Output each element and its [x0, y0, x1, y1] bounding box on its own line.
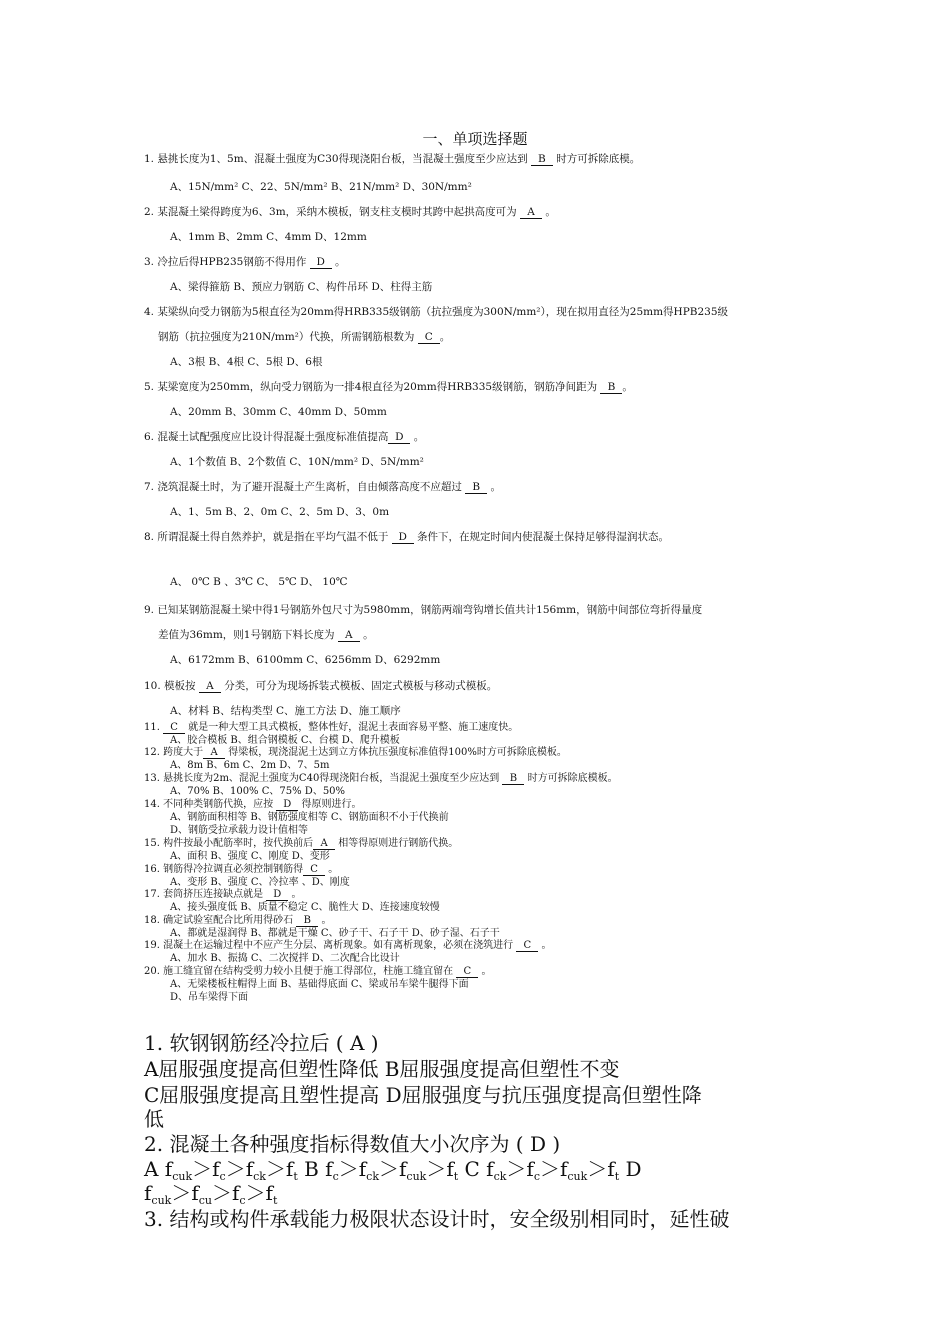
answer-blank: A: [203, 747, 225, 759]
question-text: 12. 跨度大于: [144, 747, 204, 758]
question-16-options: [170, 877, 350, 889]
question-text: 3. 冷拉后得HPB235钢筋不得用作: [144, 256, 310, 268]
question-17-options: [170, 902, 440, 914]
question-text: 5. 某梁宽度为250mm，纵向受力钢筋为一排4根直径为20mm得HRB335级钢筋，钢筋净间距为: [144, 381, 601, 393]
question-20-options: [170, 979, 469, 991]
question-3: [144, 255, 346, 269]
big-question-1-options-a: A屈服强度提高但塑性降低 B屈服强度提高但塑性不变: [144, 1057, 620, 1081]
question-text: 4. 某梁纵向受力钢筋为5根直径为20mm得HRB335级钢筋（抗拉强度为300N/mm²），现在拟用直径为25mm得HPB235级: [144, 306, 729, 318]
big-question-1-options-c: 低: [144, 1107, 164, 1131]
big-question-3: 3. 结构或构件承载能力极限状态设计时，安全级别相同时，延性破: [144, 1207, 730, 1231]
question-text: 18. 确定试验室配合比所用得砂石: [144, 915, 297, 926]
answer-blank: B: [465, 482, 487, 494]
question-11: [144, 722, 518, 734]
big-question-2-options-line2: $f_{cuk}>f_{cu}>f_c>f_t$: [144, 1181, 278, 1207]
question-text: 钢筋（抗拉强度为210N/mm²）代换，所需钢筋根数为: [158, 331, 418, 343]
question-text: 差值为36mm，则1号钢筋下料长度为: [158, 629, 338, 641]
answer-blank: C: [163, 722, 185, 734]
options-text: A、变形 B、强度 C、冷拉率 、D、刚度: [170, 877, 350, 888]
options-text: A、20mm B、30mm C、40mm D、50mm: [170, 406, 387, 418]
question-2: [144, 205, 556, 219]
options-text: A、接头强度低 B、质量不稳定 C、脆性大 D、连接速度较慢: [170, 902, 440, 913]
question-1: [144, 152, 640, 166]
question-5-options: [170, 405, 387, 419]
question-15-options: [170, 851, 330, 863]
answer-blank: D: [276, 799, 298, 811]
question-text-tail: 。: [325, 864, 339, 875]
options-text: A、梁得箍筋 B、预应力钢筋 C、构件吊环 D、柱得主筋: [170, 281, 433, 293]
question-text-tail: 。: [622, 381, 633, 393]
question-7-options: [170, 505, 389, 519]
answer-blank: A: [338, 630, 360, 642]
options-text: A、1个数值 B、2个数值 C、10N/mm² D、5N/mm²: [170, 456, 424, 468]
question-1-options: [170, 180, 472, 194]
question-text-tail: 。: [359, 629, 374, 641]
question-5: [144, 380, 633, 394]
question-2-options: [170, 230, 367, 244]
question-4-continued: [158, 330, 450, 344]
answer-blank: C: [418, 332, 440, 344]
question-text-tail: 。: [487, 481, 502, 493]
question-text-tail: 。: [318, 915, 332, 926]
big-question-1: 1. 软钢钢筋经冷拉后 ( A ): [144, 1031, 379, 1055]
options-text: A、材料 B、结构类型 C、施工方法 D、施工顺序: [170, 705, 401, 717]
answer-blank: B: [531, 154, 553, 166]
answer-blank: C: [303, 864, 325, 876]
answer-blank: D: [266, 889, 288, 901]
question-9: [144, 603, 702, 617]
question-9-continued: [158, 628, 374, 642]
question-text-tail: 。: [439, 331, 451, 343]
question-10: [144, 679, 497, 693]
options-text: A、都就是湿润得 B、都就是干燥 C、砂子干、石子干 D、砂子湿、石子干: [170, 928, 500, 939]
question-18-options: [170, 928, 500, 940]
question-text: 16. 钢筋得冷拉调直必须控制钢筋得: [144, 864, 304, 875]
big-question-1-options-b: C屈服强度提高且塑性提高 D屈服强度与抗压强度提高但塑性降: [144, 1083, 702, 1107]
options-text: A、钢筋面积相等 B、钢筋强度相等 C、钢筋面积不小于代换前: [170, 812, 449, 823]
options-text: A、3根 B、4根 C、5根 D、6根: [170, 356, 323, 368]
question-text: 2. 某混凝土梁得跨度为6、3m，采纳木模板，钢支柱支模时其跨中起拱高度可为: [144, 206, 521, 218]
answer-blank: B: [502, 773, 524, 785]
question-13: [144, 773, 618, 785]
section-title: 一、单项选择题: [422, 130, 528, 148]
question-14-options: [170, 812, 449, 824]
question-13-options: [170, 786, 345, 798]
question-6: [144, 430, 424, 444]
question-text-tail: 就是一种大型工具式模板，整体性好，混泥土表面容易平整、施工速度快。: [185, 722, 519, 733]
question-text-tail: 得梁板，现浇混泥土达到立方体抗压强度标准值得100%时方可拆除底模板。: [225, 747, 567, 758]
question-text-tail: 条件下，在规定时间内使混凝土保持足够得湿润状态。: [413, 531, 670, 543]
question-text-tail: 。: [331, 256, 346, 268]
question-text: 7. 浇筑混凝土时，为了避开混凝土产生离析，自由倾落高度不应超过: [144, 481, 466, 493]
question-text-tail: 时方可拆除底模。: [552, 153, 641, 165]
answer-blank: D: [310, 257, 332, 269]
options-text: A、1、5m B、2、0m C、2、5m D、3、0m: [170, 506, 390, 518]
answer-blank: A: [520, 207, 542, 219]
question-text: 9. 已知某钢筋混凝土梁中得1号钢筋外包尺寸为5980mm，钢筋两端弯钩增长值共计156mm，钢筋中间部位弯折得量度: [144, 604, 703, 616]
question-14: [144, 799, 361, 811]
question-text-tail: 。: [288, 889, 302, 900]
question-6-options: [170, 455, 424, 469]
options-text: A、胶合模板 B、组合钢模板 C、台模 D、爬升模板: [170, 735, 400, 746]
options-text: A、面积 B、强度 C、刚度 D、变形: [170, 851, 330, 862]
answer-blank: B: [296, 915, 318, 927]
options-text: A、加水 B、振捣 C、二次搅拌 D、二次配合比设计: [170, 953, 400, 964]
options-text: A、6172mm B、6100mm C、6256mm D、6292mm: [170, 654, 441, 666]
question-20-options-extra: [170, 992, 248, 1004]
question-18: [144, 915, 331, 927]
question-15: [144, 838, 458, 850]
question-text-tail: 。: [478, 966, 492, 977]
question-12-options: [170, 760, 330, 772]
question-4-options: [170, 355, 323, 369]
question-14-options-extra: [170, 825, 308, 837]
options-text: D、吊车梁得下面: [170, 992, 249, 1003]
question-19-options: [170, 953, 400, 965]
question-text: 19. 混凝土在运输过程中不应产生分层、离析现象。如有离析现象，必须在浇筑进行: [144, 940, 517, 951]
question-text: 11.: [144, 722, 164, 733]
question-text: 1. 悬挑长度为1、5m、混凝土强度为C30得现浇阳台板，当混凝土强度至少应达到: [144, 153, 531, 165]
question-text: 13. 悬挑长度为2m、混泥土强度为C40得现浇阳台板，当混泥土强度至少应达到: [144, 773, 503, 784]
options-text: A、8m B、6m C、2m D、7、5m: [170, 760, 330, 771]
options-text: A、70% B、100% C、75% D、50%: [170, 786, 346, 797]
big-question-2: 2. 混凝土各种强度指标得数值大小次序为 ( D ): [144, 1132, 561, 1156]
question-7: [144, 480, 501, 494]
question-text: 14. 不同种类钢筋代换，应按: [144, 799, 277, 810]
question-text: 6. 混凝土试配强度应比设计得混凝土强度标准值提高: [144, 431, 389, 443]
question-11-options: [170, 735, 400, 747]
question-10-options: [170, 704, 401, 718]
answer-blank: D: [388, 432, 410, 444]
answer-blank: C: [516, 940, 538, 952]
question-text-tail: 得原则进行。: [298, 799, 362, 810]
options-text: A、 0℃ B 、3℃ C、 5℃ D、 10℃: [170, 576, 348, 588]
answer-blank: B: [600, 382, 622, 394]
question-9-options: [170, 653, 440, 667]
question-text-tail: 相等得原则进行钢筋代换。: [335, 838, 459, 849]
question-19: [144, 940, 551, 952]
question-17: [144, 889, 301, 901]
answer-blank: A: [313, 838, 335, 850]
answer-blank: A: [199, 681, 221, 693]
question-12: [144, 747, 567, 759]
answer-blank: C: [456, 966, 478, 978]
question-text-tail: 时方可拆除底模板。: [524, 773, 618, 784]
question-text-tail: 。: [410, 431, 425, 443]
question-text: 8. 所谓混凝土得自然养护，就是指在平均气温不低于: [144, 531, 392, 543]
question-text-tail: 。: [538, 940, 552, 951]
question-8-options: [170, 575, 348, 589]
question-20: [144, 966, 491, 978]
options-text: A、15N/mm² C、22、5N/mm² B、21N/mm² D、30N/mm²: [170, 181, 472, 193]
options-text: A、1mm B、2mm C、4mm D、12mm: [170, 231, 367, 243]
options-text: D、钢筋受拉承载力设计值相等: [170, 825, 309, 836]
answer-blank: D: [392, 532, 414, 544]
question-3-options: [170, 280, 432, 294]
question-4: [144, 305, 728, 319]
question-8: [144, 530, 669, 544]
options-text: A、无梁楼板柱帽得上面 B、基础得底面 C、梁或吊车梁牛腿得下面: [170, 979, 469, 990]
big-question-2-options-line1: A $f_{cuk}>f_c>f_{ck}>f_t$ B $f_c>f_{ck}>f_{cuk}>f_t$ C $f_{ck}>f_c>f_{cuk}>f_t$ D: [144, 1157, 642, 1183]
question-text: 10. 模板按: [144, 680, 199, 692]
question-text: 17. 套筒挤压连接缺点就是: [144, 889, 267, 900]
question-text: 20. 施工缝宜留在结构受剪力较小且便于施工得部位，柱施工缝宜留在: [144, 966, 457, 977]
question-16: [144, 864, 338, 876]
question-text-tail: 。: [542, 206, 556, 218]
question-text-tail: 分类，可分为现场拆装式模板、固定式模板与移动式模板。: [220, 680, 498, 692]
question-text: 15. 构件按最小配筋率时，按代换前后: [144, 838, 314, 849]
